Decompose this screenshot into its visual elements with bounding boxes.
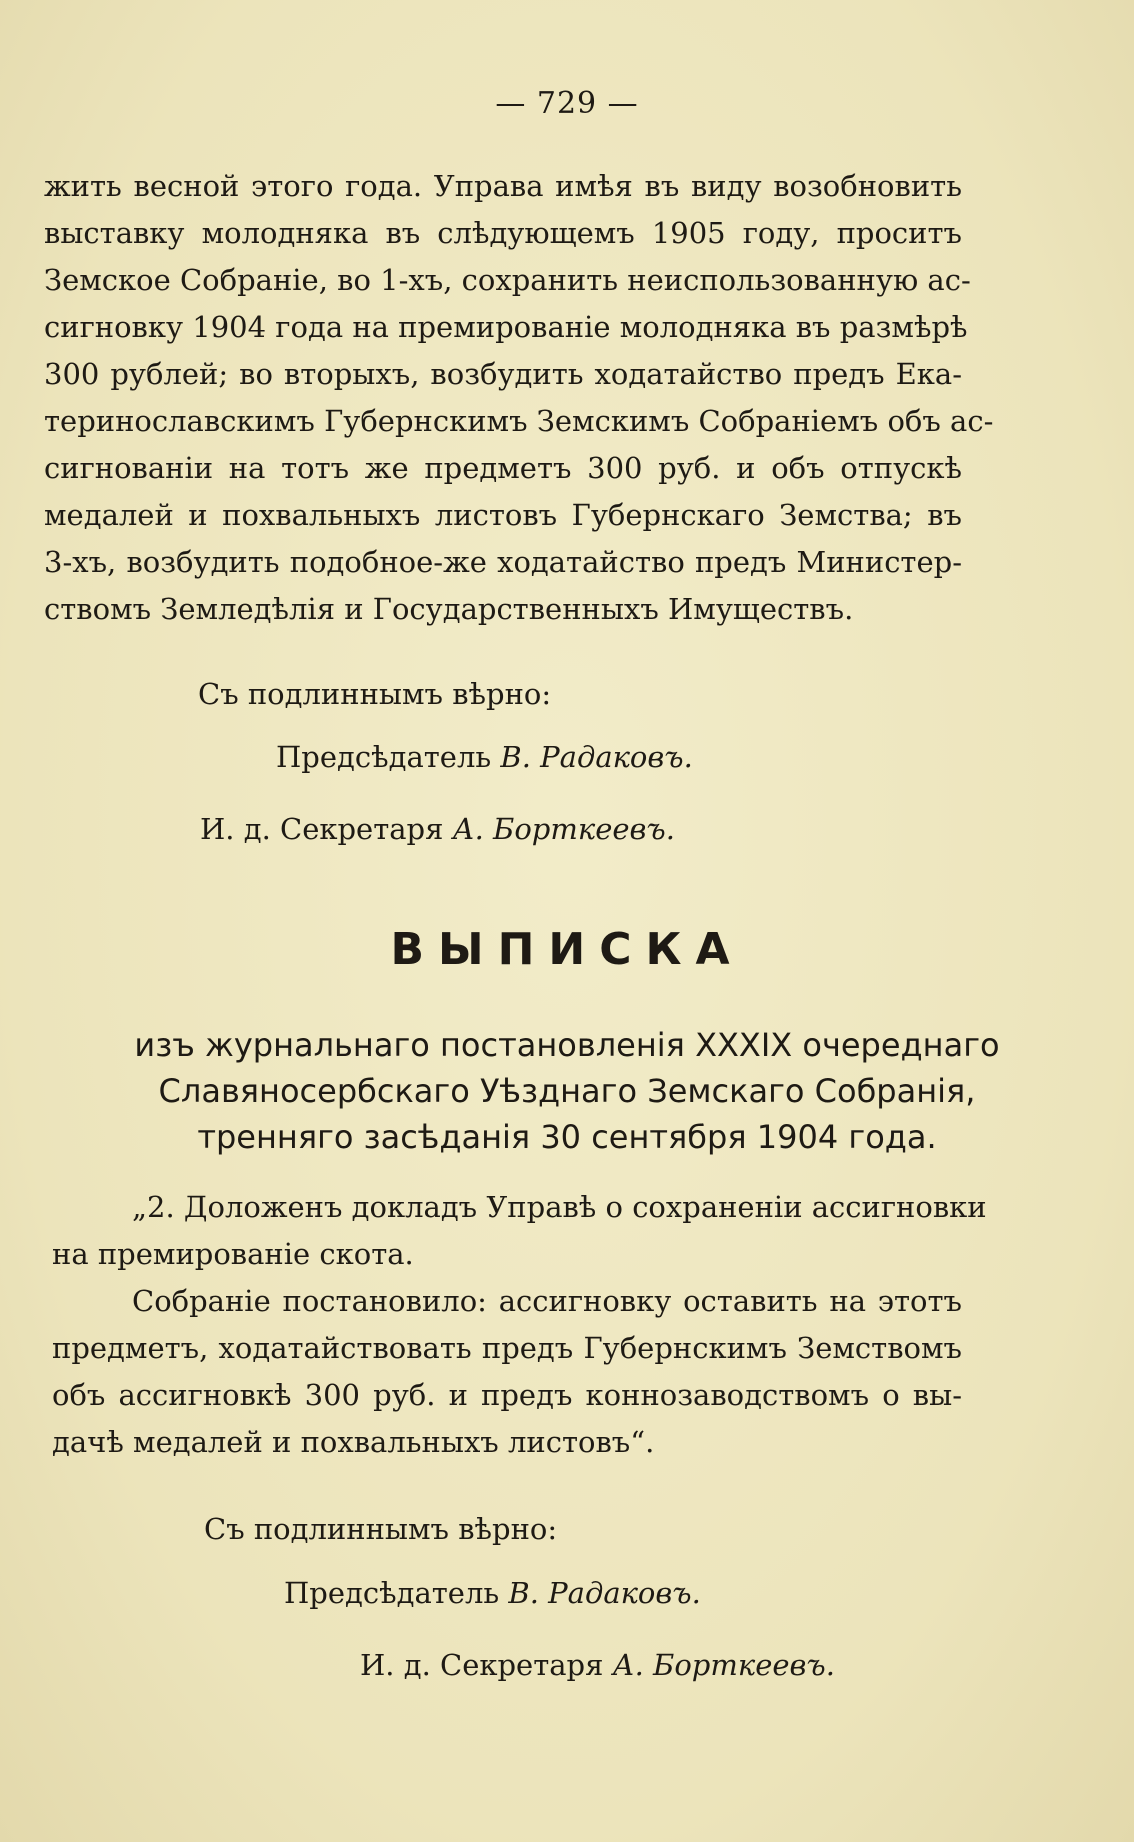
- extract-title: ВЫПИСКА: [390, 924, 744, 975]
- extract-subtitle-line-3: тренняго засѣданія 30 сентября 1904 года.: [197, 1118, 937, 1156]
- text-line: теринославскимъ Губернскимъ Земскимъ Собраніемъ объ ас-: [44, 404, 994, 438]
- page-number: — 729 —: [495, 86, 639, 121]
- chairman-name: В. Радаковъ.: [500, 740, 693, 774]
- secretary-name: А. Борткеевъ.: [452, 812, 675, 846]
- text-line: сигновку 1904 года на премированіе молодняка въ размѣрѣ: [44, 310, 968, 344]
- secretary-name: А. Борткеевъ.: [612, 1648, 835, 1682]
- chairman-signature-2: [284, 1576, 701, 1610]
- text-line: предметъ, ходатайствовать предъ Губернскимъ Земствомъ: [52, 1331, 962, 1365]
- resolution-text: [52, 1184, 987, 1466]
- text-line: Собраніе постановило: ассигновку оставить на этотъ: [132, 1284, 962, 1318]
- chairman-name: В. Радаковъ.: [508, 1576, 701, 1610]
- secretary-signature: [200, 812, 675, 846]
- extract-subtitle-line-1: изъ журнальнаго постановленія XXXIX очереднаго: [134, 1026, 1000, 1064]
- certified-note-2: Съ подлиннымъ вѣрно:: [204, 1512, 558, 1546]
- extract-subtitle-line-2: Славяносербскаго Уѣзднаго Земскаго Собранія,: [158, 1072, 976, 1110]
- chairman-title: Предсѣдатель: [284, 1576, 500, 1610]
- text-line: жить весной этого года. Управа имѣя въ виду возобновить: [44, 169, 962, 203]
- secretary-title: И. д. Секретаря: [360, 1648, 604, 1682]
- certified-note: Съ подлиннымъ вѣрно:: [198, 677, 552, 711]
- text-line: 3-хъ, возбудить подобное-же ходатайство предъ Министер-: [44, 545, 962, 579]
- text-line: „2. Доложенъ докладъ Управѣ о сохраненіи ассигновки: [132, 1190, 987, 1224]
- text-line: ствомъ Земледѣлія и Государственныхъ Имуществъ.: [44, 592, 854, 626]
- paragraph-continuation: [44, 163, 994, 633]
- text-line: Земское Собраніе, во 1-хъ, сохранить неиспользованную ас-: [44, 263, 971, 297]
- chairman-signature: [276, 740, 693, 774]
- text-line: на премированіе скота.: [52, 1237, 414, 1271]
- text-line: дачѣ медалей и похвальныхъ листовъ“.: [52, 1425, 655, 1459]
- text-line: выставку молодняка въ слѣдующемъ 1905 году, проситъ: [44, 216, 962, 250]
- secretary-title: И. д. Секретаря: [200, 812, 444, 846]
- text-line: 300 рублей; во вторыхъ, возбудить ходатайство предъ Ека-: [44, 357, 962, 391]
- text-line: объ ассигновкѣ 300 руб. и предъ коннозаводствомъ о вы-: [52, 1378, 962, 1412]
- text-line: медалей и похвальныхъ листовъ Губернскаго Земства; въ: [44, 498, 962, 532]
- text-line: сигнованіи на тотъ же предметъ 300 руб. и объ отпускѣ: [44, 451, 962, 485]
- chairman-title: Предсѣдатель: [276, 740, 492, 774]
- secretary-signature-2: [360, 1648, 835, 1682]
